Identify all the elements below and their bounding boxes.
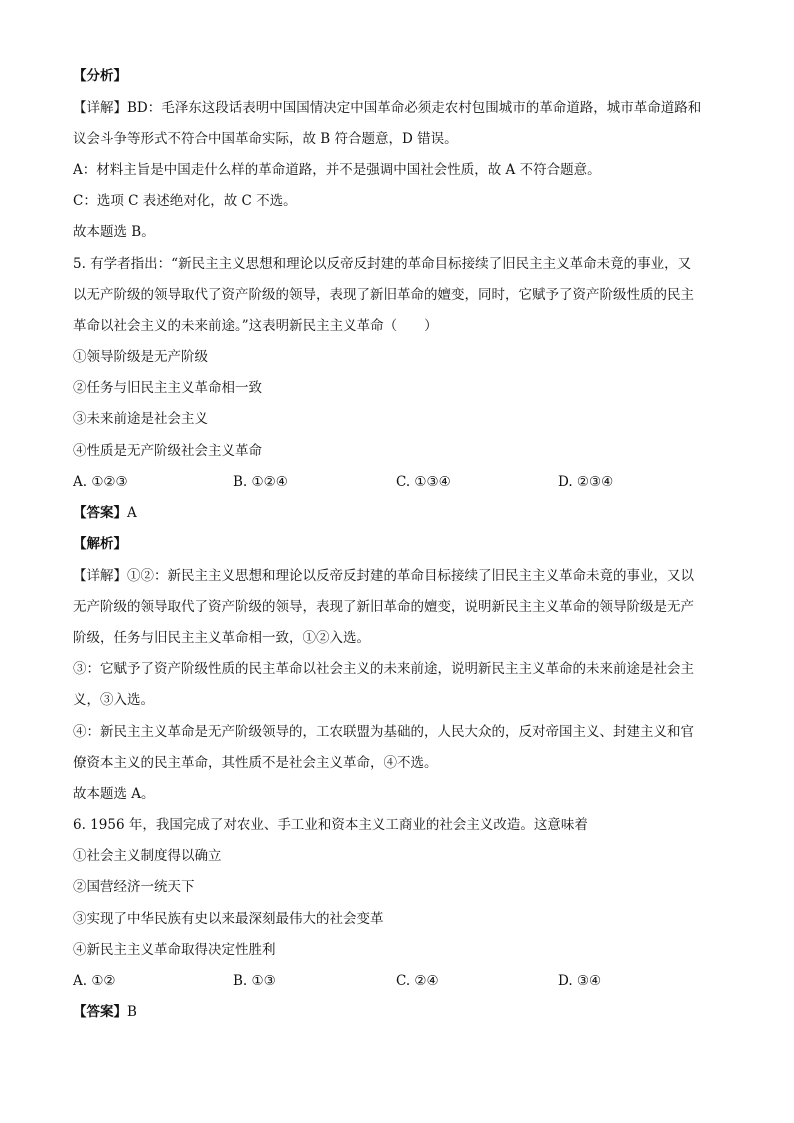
option-b: B. ①②④ <box>233 474 288 490</box>
explanation-line: ③：它赋予了资产阶级性质的民主革命以社会主义的未来前途，说明新民主主义革命的未来前途是社会主 <box>73 661 694 677</box>
question-5-item: ①领导阶级是无产阶级 <box>73 349 208 365</box>
detail-line: 【详解】BD：毛泽东这段话表明中国国情决定中国革命必须走农村包围城市的革命道路，城市革命道路和 <box>73 100 702 116</box>
conclusion-line: 故本题选 B。 <box>73 224 155 240</box>
analysis-heading: 【分析】 <box>73 68 127 84</box>
detail-line: C：选项 C 表述绝对化，故 C 不选。 <box>73 193 297 209</box>
option-d: D. ②③④ <box>558 474 614 490</box>
question-5-item: ④性质是无产阶级社会主义革命 <box>73 443 262 459</box>
answer-value: B <box>127 1004 137 1020</box>
conclusion-line: 故本题选 A。 <box>73 786 155 802</box>
answer-label: 【答案】 <box>73 505 127 521</box>
question-5-options <box>73 472 733 492</box>
question-6-item: ②国营经济一统天下 <box>73 879 195 895</box>
explanation-line: 无产阶级的领导取代了资产阶级的领导，表现了新旧革命的嬗变，说明新民主主义革命的领导阶级是无产 <box>73 599 694 615</box>
question-6-stem: 6. 1956 年，我国完成了对农业、手工业和资本主义工商业的社会主义改造。这意味着 <box>73 817 588 833</box>
question-5-stem: 5. 有学者指出：“新民主主义思想和理论以反帝反封建的革命目标接续了旧民主主义革命未竟的事业，又 <box>73 256 692 272</box>
explanation-line: 僚资本主义的民主革命，其性质不是社会主义革命，④不选。 <box>73 755 438 771</box>
option-d: D. ③④ <box>558 973 602 989</box>
question-5-item: ②任务与旧民主主义革命相一致 <box>73 380 262 396</box>
answer-value: A <box>127 505 137 521</box>
question-6-answer <box>73 1002 137 1022</box>
question-5-stem: 革命以社会主义的未来前途。”这表明新民主主义革命（ ） <box>73 318 438 334</box>
explanation-heading: 【解析】 <box>73 536 127 552</box>
answer-label: 【答案】 <box>73 1004 127 1020</box>
explanation-line: 阶级，任务与旧民主主义革命相一致，①②入选。 <box>73 630 370 646</box>
question-5-answer <box>73 503 137 523</box>
detail-line: 议会斗争等形式不符合中国革命实际，故 B 符合题意，D 错误。 <box>73 131 458 147</box>
option-c: C. ①③④ <box>396 474 451 490</box>
question-6-options <box>73 971 733 991</box>
explanation-line: 义，③入选。 <box>73 692 154 708</box>
option-b: B. ①③ <box>233 973 276 989</box>
explanation-line: ④：新民主主义革命是无产阶级领导的，工农联盟为基础的，人民大众的，反对帝国主义、封建主义和官 <box>73 724 694 740</box>
detail-line: A：材料主旨是中国走什么样的革命道路，并不是强调中国社会性质，故 A 不符合题意。 <box>73 162 601 178</box>
option-c: C. ②④ <box>396 973 439 989</box>
question-6-item: ③实现了中华民族有史以来最深刻最伟大的社会变革 <box>73 911 384 927</box>
option-a: A. ①②③ <box>73 474 128 490</box>
question-5-item: ③未来前途是社会主义 <box>73 411 208 427</box>
question-6-item: ①社会主义制度得以确立 <box>73 848 222 864</box>
question-5-stem: 以无产阶级的领导取代了资产阶级的领导，表现了新旧革命的嬗变，同时，它赋予了资产阶级性质的民主 <box>73 287 694 303</box>
option-a: A. ①② <box>73 973 116 989</box>
question-6-item: ④新民主主义革命取得决定性胜利 <box>73 942 276 958</box>
explanation-line: 【详解】①②：新民主主义思想和理论以反帝反封建的革命目标接续了旧民主主义革命未竟的事业，又以 <box>73 568 694 584</box>
